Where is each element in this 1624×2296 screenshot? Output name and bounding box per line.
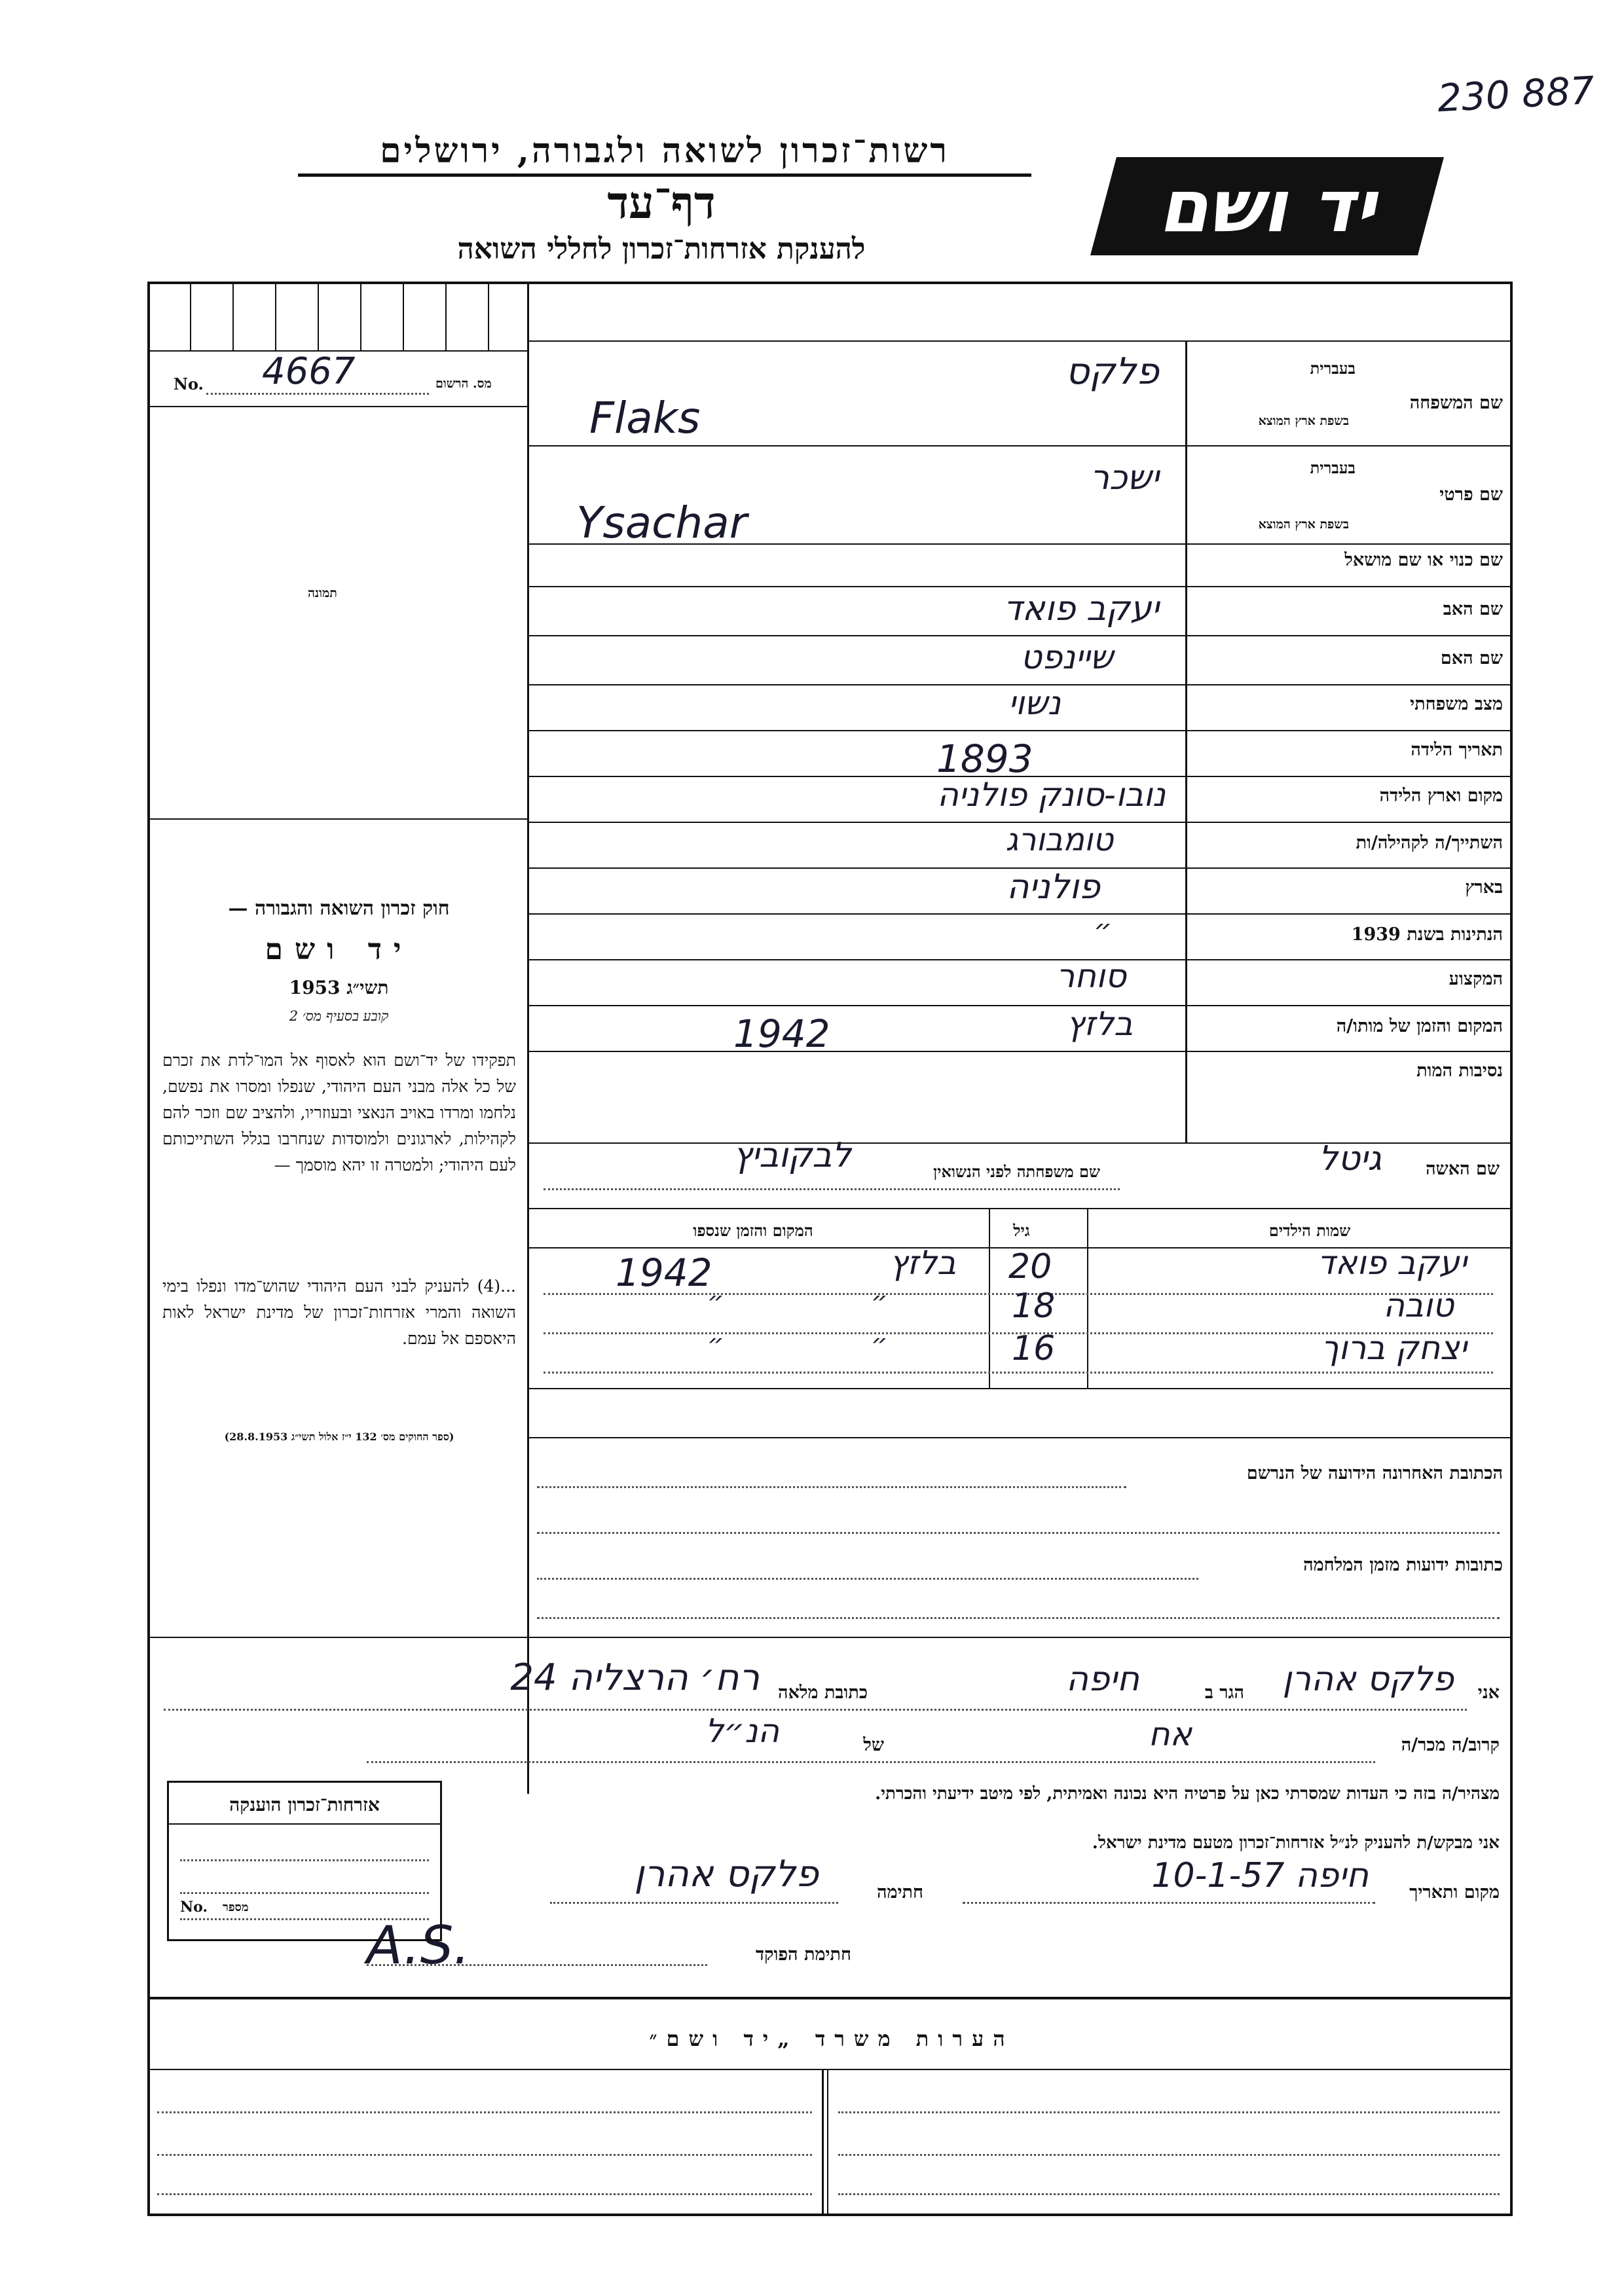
law-title: חוק זכרון השואה והגבורה — bbox=[228, 897, 450, 920]
yad-vashem-logo: יד ושם bbox=[1090, 154, 1444, 259]
value-place-date: חיפה 10-1-57 bbox=[1151, 1856, 1369, 1895]
value-country: פולניה bbox=[1006, 867, 1100, 907]
citizenship-number-en: No. bbox=[180, 1899, 208, 1916]
value-relation: אח bbox=[1148, 1715, 1192, 1753]
value-death-year: 1942 bbox=[733, 1011, 830, 1056]
label-i: אני bbox=[1477, 1683, 1500, 1703]
label-maiden-name: שם משפחתה לפני הנשואין bbox=[933, 1162, 1100, 1181]
value-address: רח׳ הרצליה 24 bbox=[510, 1656, 760, 1699]
value-citizenship-1939: ״ bbox=[1094, 913, 1113, 947]
child-name: טובה bbox=[1383, 1286, 1454, 1324]
label-of: של bbox=[863, 1735, 884, 1755]
label-nickname: שם כנוי או שם מושאל bbox=[1344, 550, 1503, 570]
form-title: דף־עד bbox=[607, 177, 716, 229]
declaration-text: מצהיר/ה בזה כי העדות שמסרתי כאן על פרטיה היא נכונה ואמיתית, לפי מיטב ידיעתי והכרתי. bbox=[875, 1784, 1500, 1804]
child-year: ״ bbox=[707, 1286, 724, 1317]
value-mother: שיינפט bbox=[1020, 638, 1113, 676]
label-birth-place: מקום וארץ הלידה bbox=[1379, 786, 1503, 806]
label-place-date: מקום ותאריך bbox=[1409, 1882, 1500, 1903]
law-year: תשי״ג 1953 bbox=[289, 977, 389, 998]
child-year: ״ bbox=[707, 1329, 724, 1359]
label-family-hebrew: בעברית bbox=[1310, 359, 1356, 378]
label-death-circumstances: נסיבות המות bbox=[1416, 1061, 1503, 1081]
law-citation: (ספר החוקים מס׳ 132 י״ז אלול תשי״ג 28.8.1953) bbox=[224, 1430, 454, 1443]
value-community: טומבורג bbox=[1005, 822, 1113, 858]
citizenship-number-he: מספר bbox=[223, 1901, 249, 1914]
label-father: שם האב bbox=[1443, 599, 1503, 619]
child-age: 18 bbox=[1012, 1286, 1056, 1326]
value-occupation: סוחר bbox=[1056, 957, 1126, 995]
value-of: הנ״ל bbox=[705, 1712, 779, 1750]
label-family-origin: בשפת ארץ המוצא bbox=[1258, 414, 1349, 428]
label-first-hebrew: בעברית bbox=[1310, 458, 1356, 477]
value-declarant-name: פלקס אהרן bbox=[1282, 1660, 1454, 1699]
value-marital-status: נשוי bbox=[1008, 684, 1061, 722]
value-family-origin: Flaks bbox=[589, 393, 701, 443]
law-clause: קובע בסעיף מס׳ 2 bbox=[289, 1008, 389, 1024]
children-header-age: גיל bbox=[1013, 1221, 1030, 1240]
label-wartime-addresses: כתובות ידועות מזמן המלחמה bbox=[1303, 1555, 1503, 1575]
request-text: אני מבקש/ת להעניק לנ״ל אזרחות־זכרון מטעם מדינת ישראל. bbox=[1092, 1833, 1500, 1853]
label-community: השתייך/ה לקהילה/ות bbox=[1356, 833, 1503, 853]
photo-label: תמונה bbox=[308, 586, 337, 600]
value-first-hebrew: ישכר bbox=[1090, 458, 1159, 498]
child-name: יצחק ברוך bbox=[1321, 1329, 1467, 1367]
label-mother: שם האם bbox=[1440, 648, 1503, 668]
label-country: בארץ bbox=[1465, 877, 1503, 898]
label-wife: שם האשה bbox=[1426, 1159, 1500, 1179]
value-death-place: בלזץ bbox=[1066, 1005, 1133, 1043]
label-first-name: שם פרטי bbox=[1439, 484, 1503, 505]
citizenship-box-title: אזרחות־זכרון הוענקה bbox=[229, 1794, 380, 1815]
label-citizenship-1939: הנתינות בשנת 1939 bbox=[1351, 924, 1503, 945]
office-notes-title: הערות משרד „יד ושם״ bbox=[649, 2026, 1014, 2051]
value-birth-place: נובו-סונק פולניה bbox=[937, 776, 1166, 814]
value-officer-signature: A.S. bbox=[367, 1915, 470, 1976]
label-first-origin: בשפת ארץ המוצא bbox=[1258, 517, 1349, 532]
label-marital-status: מצב משפחתי bbox=[1410, 694, 1503, 714]
archive-number: 230 887 bbox=[1436, 67, 1596, 121]
label-relative: קרוב/ה מכר/ה bbox=[1401, 1735, 1500, 1755]
law-paragraph-2: ...(4) להעניק לבני העם היהודי שהוש־מדו ונפלו בימי השואה והמרי אזרחות־זכרון של מדינת ישראל לאות היאספם אל עמם. bbox=[162, 1277, 516, 1348]
child-place: בלזץ bbox=[889, 1244, 956, 1282]
law-name: יד ושם bbox=[265, 933, 413, 966]
registration-number: 4667 bbox=[262, 350, 356, 393]
value-city: חיפה bbox=[1065, 1660, 1139, 1699]
label-signature: חתימה bbox=[876, 1882, 923, 1903]
law-paragraph-1: תפקידו של יד־ושם הוא לאסוף אל המו־לדת את זכרם של כל אלה מבני העם היהודי, שנפלו ומסרו את נפשם, נלחמו ומרדו באויב הנאצי ובעוזריו, ולהציב שם וזכר להם לקהילות, לארגונים ולמוסדות שנחרבו בגלל השתייכותם לעם היהודי; ולמטרה זו יהא מוסמך — bbox=[162, 1051, 516, 1175]
label-death-place-time: המקום והזמן של מותו/ה bbox=[1336, 1016, 1503, 1036]
value-maiden-name: לבקוביץ bbox=[733, 1136, 851, 1175]
registration-label-en: No. bbox=[174, 374, 204, 393]
child-age: 20 bbox=[1008, 1247, 1052, 1286]
children-header-names: שמות הילדים bbox=[1268, 1221, 1351, 1240]
value-father: יעקב פואד bbox=[1003, 589, 1159, 629]
child-age: 16 bbox=[1012, 1329, 1056, 1368]
label-occupation: המקצוע bbox=[1449, 969, 1503, 989]
label-birth-date: תאריך הלידה bbox=[1411, 740, 1503, 760]
value-family-hebrew: פלקס bbox=[1065, 350, 1159, 393]
form-subtitle: להענקת אזרחות־זכרון לחללי השואה bbox=[457, 232, 866, 266]
value-wife: גיטל bbox=[1318, 1139, 1382, 1178]
authority-line: רשות־זכרון לשואה ולגבורה, ירושלים bbox=[298, 131, 1031, 177]
child-year: 1942 bbox=[616, 1250, 712, 1295]
child-place: ״ bbox=[871, 1329, 888, 1359]
value-first-origin: Ysachar bbox=[576, 498, 747, 548]
child-name: יעקב פואד bbox=[1317, 1244, 1467, 1282]
child-place: ״ bbox=[871, 1286, 888, 1317]
registration-label-he: מס. הרשום bbox=[435, 376, 492, 391]
label-lives-in: הגר ב bbox=[1204, 1683, 1244, 1703]
children-header-place-time: המקום והזמן שנספו bbox=[693, 1221, 813, 1240]
label-officer-signature: חתימת הפוקד bbox=[756, 1944, 851, 1965]
label-full-address: כתובת מלאה bbox=[778, 1683, 868, 1703]
value-birth-date: 1893 bbox=[936, 737, 1033, 781]
label-family-name: שם המשפחה bbox=[1409, 393, 1503, 413]
label-last-address: הכתובת האחרונה הידועה של הנרשם bbox=[1246, 1463, 1503, 1484]
value-signature: פלקס אהרן bbox=[634, 1853, 819, 1895]
